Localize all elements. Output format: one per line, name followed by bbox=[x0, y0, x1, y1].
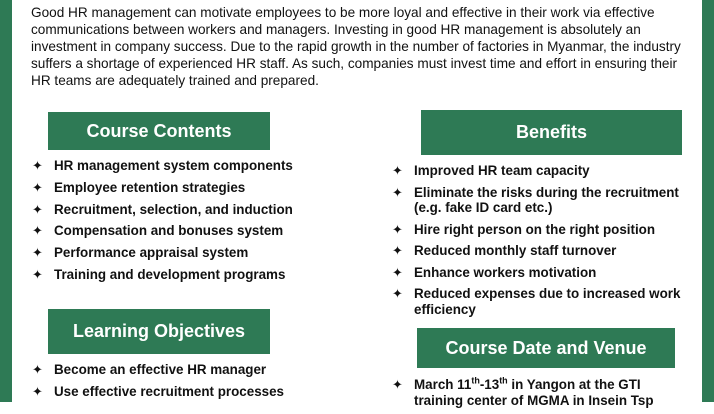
star-bullet-icon: ✦ bbox=[392, 286, 403, 301]
left-frame-border bbox=[0, 0, 12, 402]
list-item: ✦ Enhance workers motivation bbox=[392, 264, 597, 280]
star-bullet-icon: ✦ bbox=[32, 383, 43, 399]
right-frame-border bbox=[702, 0, 714, 402]
learning-objectives-list bbox=[32, 362, 332, 406]
course-contents-title: Course Contents bbox=[86, 120, 232, 141]
intro-paragraph: Good HR management can motivate employees to be more loyal and effective in their work via effective communications between workers and managers. Investing in good HR management is absolutely an investment in company success. Due to the rapid growth in the number of factories in Myanmar, the industry suffers a shortage of experienced HR staff. As such, companies must invest time and effort in ensuring their HR teams are adequately trained and prepared. bbox=[31, 5, 681, 88]
course-date-venue-header bbox=[417, 328, 675, 368]
star-bullet-icon: ✦ bbox=[392, 184, 403, 200]
list-item: ✦ March 11th-13th in Yangon at the GTI training center of MGMA in Insein Tsp bbox=[392, 375, 654, 408]
learning-objectives-title: Learning Objectives bbox=[72, 321, 246, 341]
list-item: ✦ Reduced expenses due to increased work efficiency bbox=[392, 286, 681, 317]
list-item: ✦ Employee retention strategies bbox=[32, 179, 246, 195]
star-bullet-icon: ✦ bbox=[392, 243, 403, 258]
star-bullet-icon: ✦ bbox=[392, 163, 403, 178]
list-item: ✦ Compensation and bonuses system bbox=[32, 223, 284, 239]
list-item: ✦ Hire right person on the right position bbox=[392, 221, 656, 237]
star-bullet-icon: ✦ bbox=[32, 179, 43, 195]
star-bullet-icon: ✦ bbox=[32, 223, 43, 239]
star-bullet-icon: ✦ bbox=[32, 245, 43, 261]
course-contents-header bbox=[48, 112, 270, 150]
star-bullet-icon: ✦ bbox=[392, 377, 403, 392]
learning-objectives-header bbox=[48, 309, 270, 354]
list-item: ✦ Improved HR team capacity bbox=[392, 163, 590, 178]
list-item: ✦ Eliminate the risks during the recruitment (e.g. fake ID card etc.) bbox=[392, 184, 679, 215]
star-bullet-icon: ✦ bbox=[32, 201, 43, 217]
star-bullet-icon: ✦ bbox=[392, 264, 403, 280]
list-item: ✦ Recruitment, selection, and induction bbox=[32, 201, 293, 217]
benefits-list bbox=[392, 163, 682, 323]
course-date-list bbox=[392, 377, 682, 414]
list-item: ✦ Use effective recruitment processes bbox=[32, 383, 284, 399]
course-date-venue-title: Course Date and Venue bbox=[445, 337, 647, 358]
star-bullet-icon: ✦ bbox=[392, 221, 403, 237]
list-item: ✦ Training and development programs bbox=[32, 266, 286, 282]
list-item: ✦ Become an effective HR manager bbox=[32, 362, 267, 377]
star-bullet-icon: ✦ bbox=[32, 362, 43, 377]
benefits-header bbox=[421, 110, 682, 155]
course-contents-list bbox=[32, 158, 332, 289]
star-bullet-icon: ✦ bbox=[32, 266, 43, 282]
list-item: ✦ HR management system components bbox=[32, 158, 293, 173]
benefits-title: Benefits bbox=[515, 122, 587, 142]
list-item: ✦ Performance appraisal system bbox=[32, 245, 249, 261]
list-item: ✦ Reduced monthly staff turnover bbox=[392, 243, 617, 258]
star-bullet-icon: ✦ bbox=[32, 158, 43, 173]
